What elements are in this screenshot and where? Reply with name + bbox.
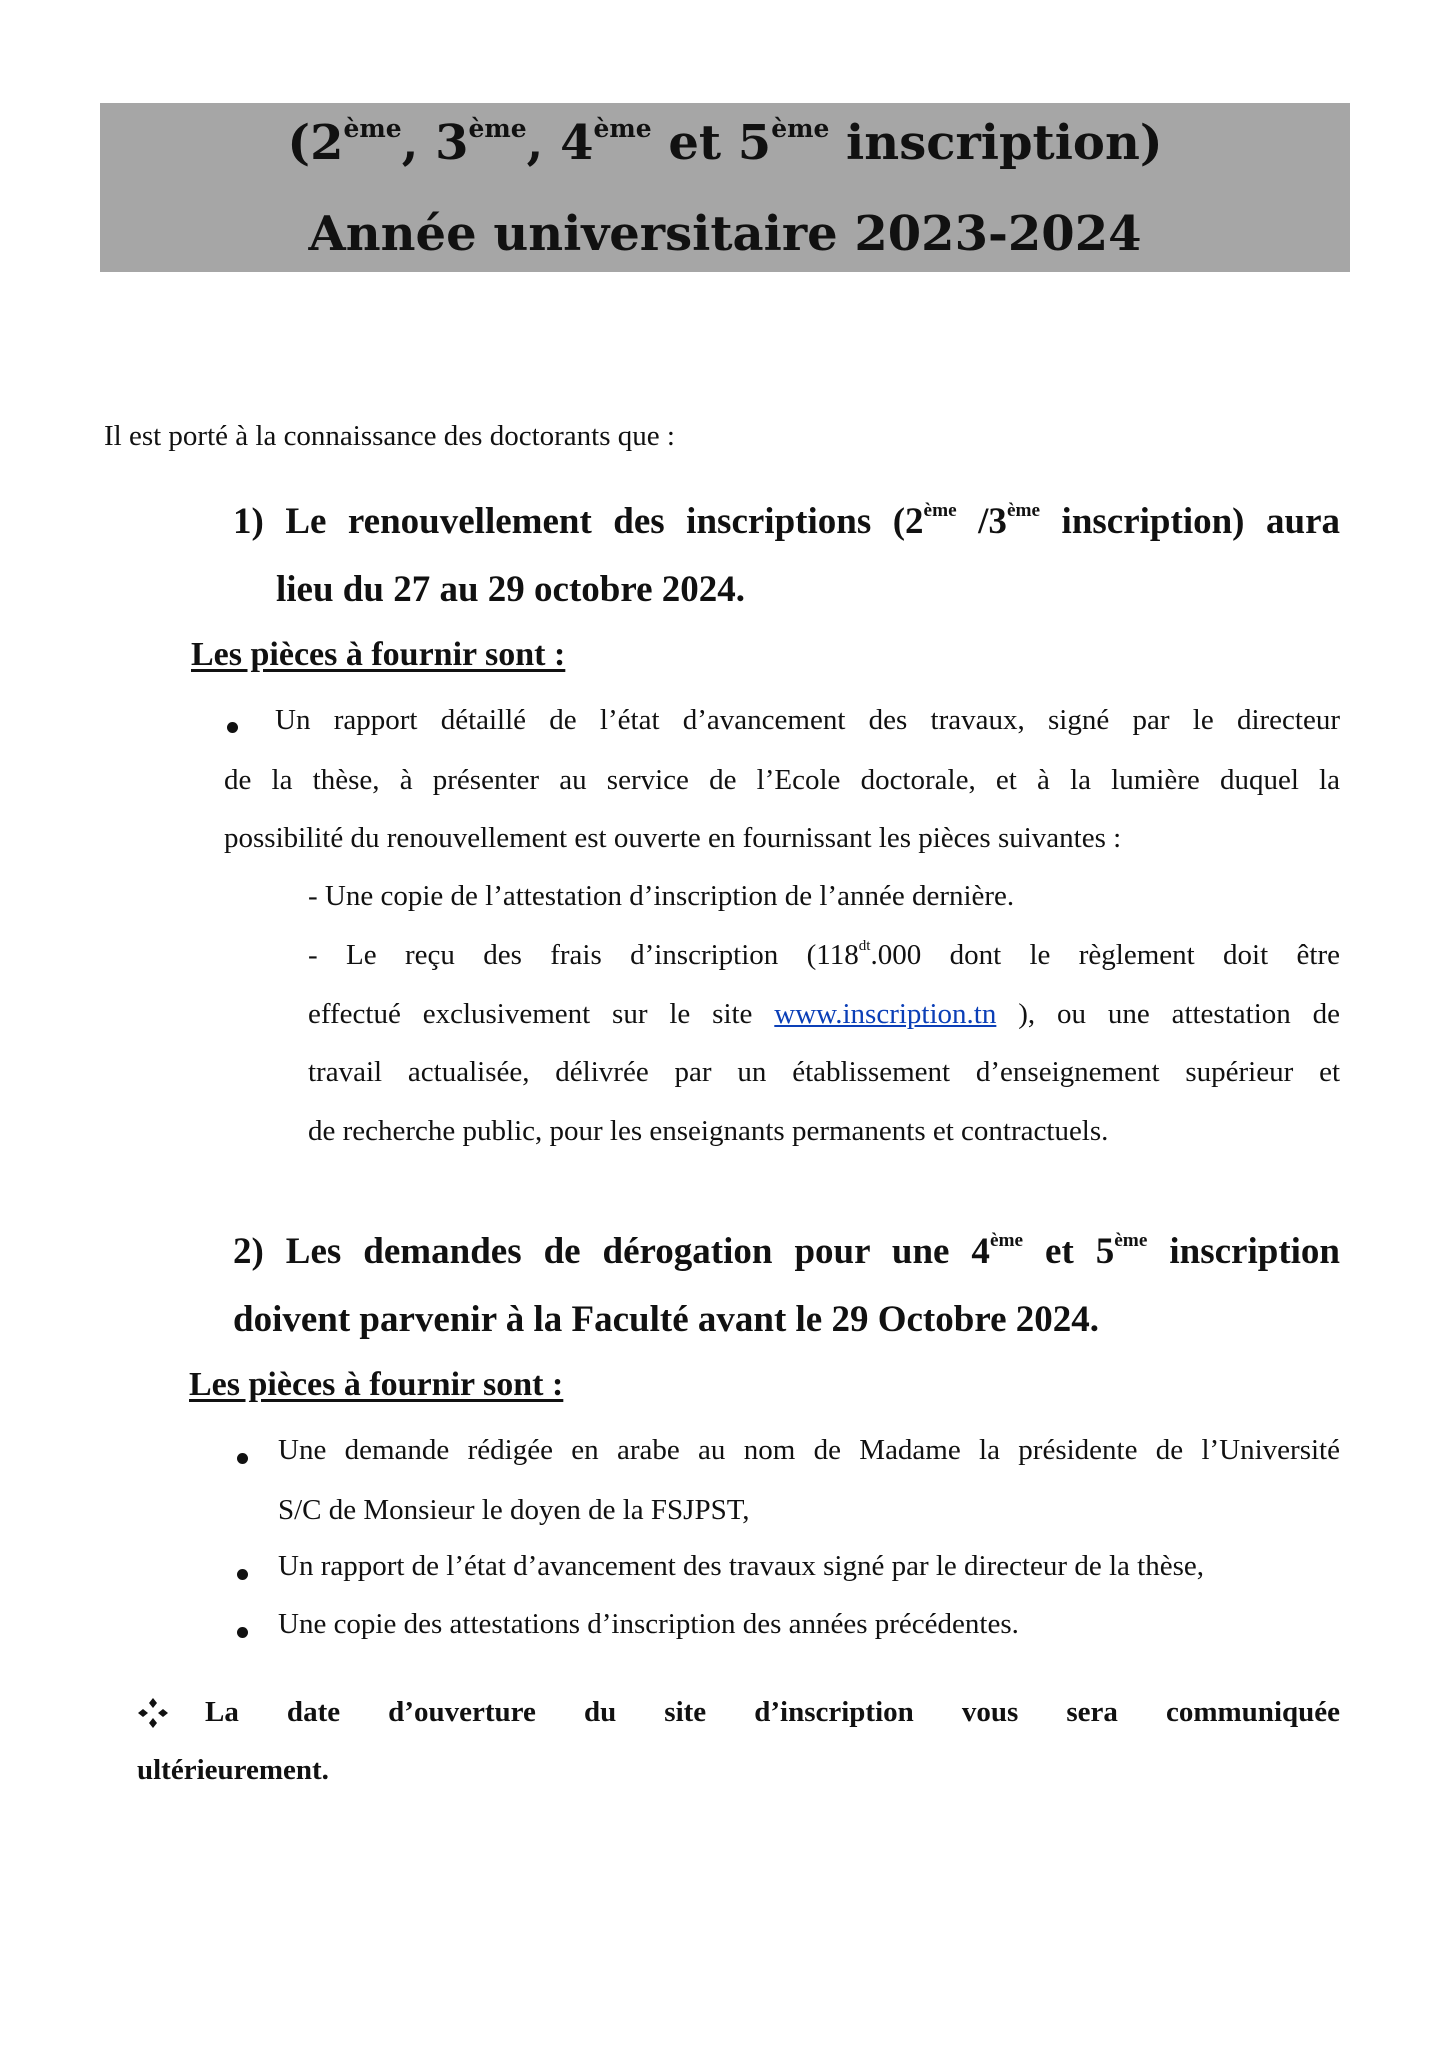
superscript: ème xyxy=(923,499,957,521)
four-diamond-icon xyxy=(137,1697,169,1729)
bullet-icon xyxy=(237,1453,248,1464)
section2-bullet2: Un rapport de l’état d’avancement des travaux signé par le directeur de la thèse, xyxy=(278,1550,1204,1582)
title-text: , 4 xyxy=(526,115,594,171)
section2-bullet1-line1: Une demande rédigée en arabe au nom de Madame la présidente de l’Université xyxy=(278,1434,1340,1466)
section1-dash2-line3: travail actualisée, délivrée par un établissement d’enseignement supérieur et xyxy=(308,1056,1340,1088)
intro-text: Il est porté à la connaissance des doctorants que : xyxy=(104,420,675,452)
section1-dash2-line4: de recherche public, pour les enseignants permanents et contractuels. xyxy=(308,1115,1109,1147)
section1-dash2-line1 xyxy=(308,939,1340,972)
title-line-2: Année universitaire 2023-2024 xyxy=(308,206,1142,262)
section1-bullet1-line2: de la thèse, à présenter au service de l’Ecole doctorale, et à la lumière duquel la xyxy=(224,764,1340,796)
bullet-icon xyxy=(227,722,238,733)
title-text: (2 xyxy=(287,115,344,171)
title-line-1 xyxy=(100,115,1350,171)
title-text: inscription) xyxy=(829,115,1163,171)
section-title-text: inscription) aura xyxy=(1040,501,1340,542)
title-banner xyxy=(100,103,1350,272)
body-text: .000 dont le règlement doit être xyxy=(870,939,1340,971)
superscript: ème xyxy=(343,113,402,143)
section2-bullet3: Une copie des attestations d’inscription des années précédentes. xyxy=(278,1608,1019,1640)
section1-dash1: - Une copie de l’attestation d’inscription de l’année dernière. xyxy=(308,880,1015,912)
superscript: ème xyxy=(989,1229,1024,1251)
body-text: - Le reçu des frais d’inscription (118 xyxy=(308,939,859,971)
superscript: ème xyxy=(1114,1229,1148,1251)
inscription-site-link[interactable]: www.inscription.tn xyxy=(774,998,997,1030)
section2-bullet1-line2: S/C de Monsieur le doyen de la FSJPST, xyxy=(278,1494,750,1526)
superscript: ème xyxy=(771,113,830,143)
bullet-icon xyxy=(237,1627,248,1638)
section1-title-line1 xyxy=(233,500,1340,543)
body-text: effectué exclusivement sur le site xyxy=(308,998,775,1030)
section-title-text: 1) Le renouvellement des inscriptions (2 xyxy=(233,501,924,542)
section2-title-line1 xyxy=(233,1230,1340,1273)
superscript: ème xyxy=(468,113,527,143)
section-title-text: inscription xyxy=(1147,1231,1340,1272)
bullet-icon xyxy=(237,1569,248,1580)
section-title-text: et 5 xyxy=(1023,1231,1115,1272)
section1-bullet1-line1: Un rapport détaillé de l’état d’avancement des travaux, signé par le directeur xyxy=(275,704,1340,736)
section2-title-line2: doivent parvenir à la Faculté avant le 29 Octobre 2024. xyxy=(233,1299,1099,1340)
section1-title-line2: lieu du 27 au 29 octobre 2024. xyxy=(276,569,746,610)
section1-pieces-heading: Les pièces à fournir sont : xyxy=(191,636,566,673)
superscript: ème xyxy=(593,113,652,143)
section1-bullet1-line3: possibilité du renouvellement est ouverte en fournissant les pièces suivantes : xyxy=(224,822,1122,854)
note-line2: ultérieurement. xyxy=(137,1754,329,1786)
body-text: ), ou une attestation de xyxy=(996,998,1340,1030)
title-text: , 3 xyxy=(401,115,469,171)
section-title-text: 2) Les demandes de dérogation pour une 4 xyxy=(233,1231,990,1272)
section2-pieces-heading: Les pièces à fournir sont : xyxy=(189,1366,564,1403)
section1-dash2-line2 xyxy=(308,998,1340,1031)
superscript: ème xyxy=(1006,499,1041,521)
superscript: dt xyxy=(858,938,871,955)
note-line1: La date d’ouverture du site d’inscription vous sera communiquée xyxy=(205,1696,1340,1728)
section-title-text: /3 xyxy=(956,501,1007,542)
title-text: et 5 xyxy=(651,115,772,171)
